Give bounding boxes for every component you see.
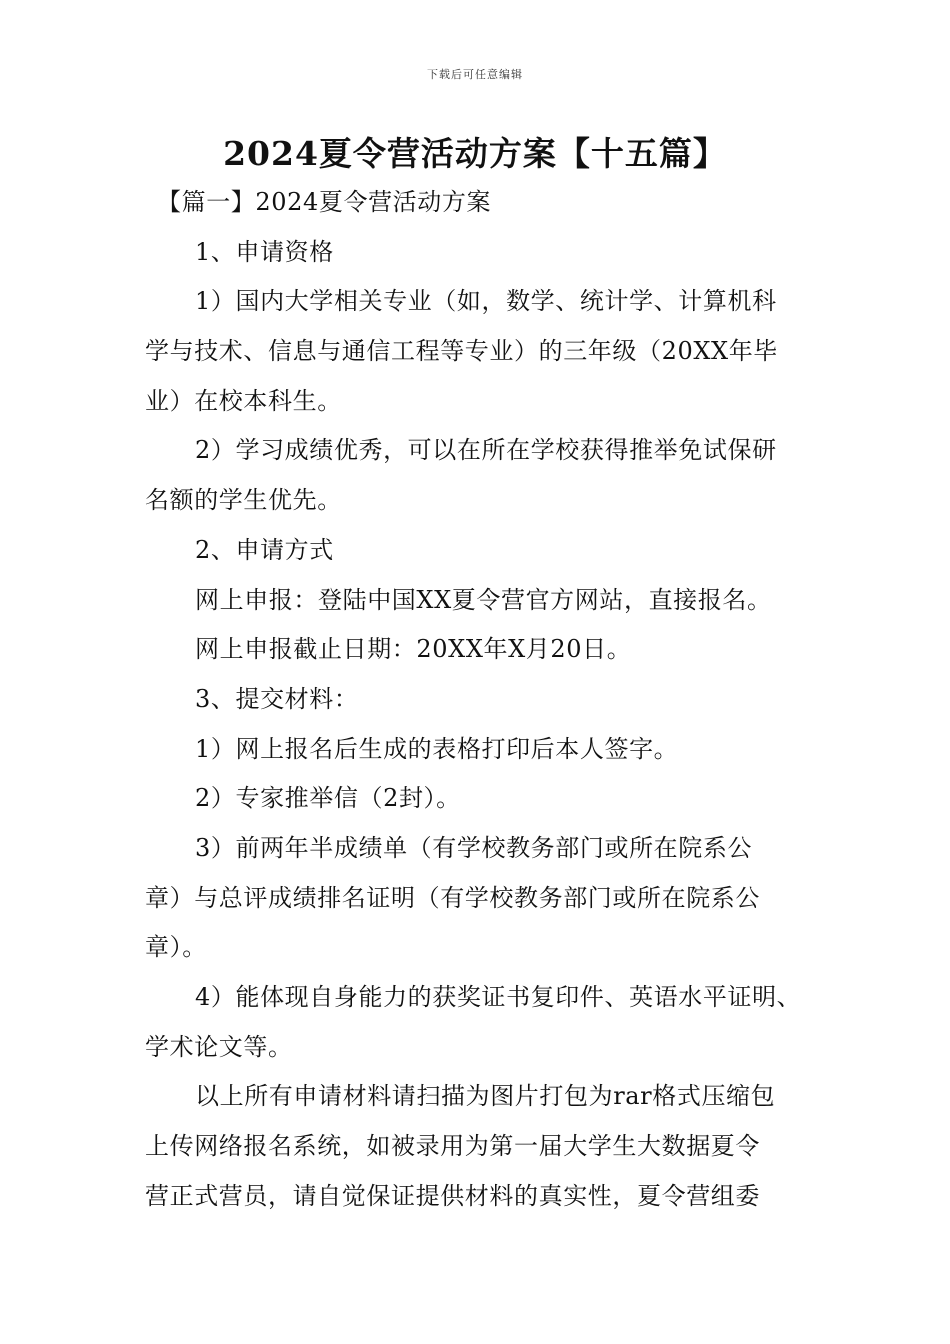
paragraph-line: 章）与总评成绩排名证明（有学校教务部门或所在院系公 [145, 883, 760, 912]
paragraph-line: 网上申报：登陆中国XX夏令营官方网站，直接报名。 [195, 585, 772, 614]
paragraph-line: 以上所有申请材料请扫描为图片打包为rar格式压缩包 [195, 1082, 776, 1111]
document-title: 2024夏令营活动方案【十五篇】 [223, 134, 727, 173]
paragraph-line: 学术论文等。 [145, 1032, 293, 1061]
paragraph-line: 名额的学生优先。 [145, 486, 342, 515]
header-note: 下载后可任意编辑 [427, 68, 523, 81]
paragraph-line: 4）能体现自身能力的获奖证书复印件、英语水平证明、 [195, 983, 802, 1011]
paragraph-line: 营正式营员，请自觉保证提供材料的真实性，夏令营组委 [145, 1181, 760, 1210]
paragraph-line: 2、申请方式 [195, 535, 334, 564]
paragraph-line: 业）在校本科生。 [145, 386, 342, 415]
paragraph-line: 3、提交材料： [195, 684, 359, 713]
paragraph-line: 1）国内大学相关专业（如，数学、统计学、计算机科 [195, 287, 777, 316]
section-heading: 【篇一】2024夏令营活动方案 [157, 188, 492, 216]
paragraph-line: 2）专家推举信（2封）。 [195, 784, 461, 813]
paragraph-line: 2）学习成绩优秀，可以在所在学校获得推举免试保研 [195, 436, 777, 465]
paragraph-line: 网上申报截止日期：20XX年X月20日。 [195, 635, 632, 664]
paragraph-line: 1）网上报名后生成的表格打印后本人签字。 [195, 734, 679, 763]
paragraph-line: 上传网络报名系统，如被录用为第一届大学生大数据夏令 [145, 1132, 760, 1161]
paragraph-line: 3）前两年半成绩单（有学校教务部门或所在院系公 [195, 833, 753, 862]
document-body [145, 178, 825, 1221]
paragraph-line: 学与技术、信息与通信工程等专业）的三年级（20XX年毕 [145, 337, 778, 366]
paragraph-line: 章）。 [145, 933, 207, 962]
paragraph-line: 1、申请资格 [195, 237, 334, 266]
